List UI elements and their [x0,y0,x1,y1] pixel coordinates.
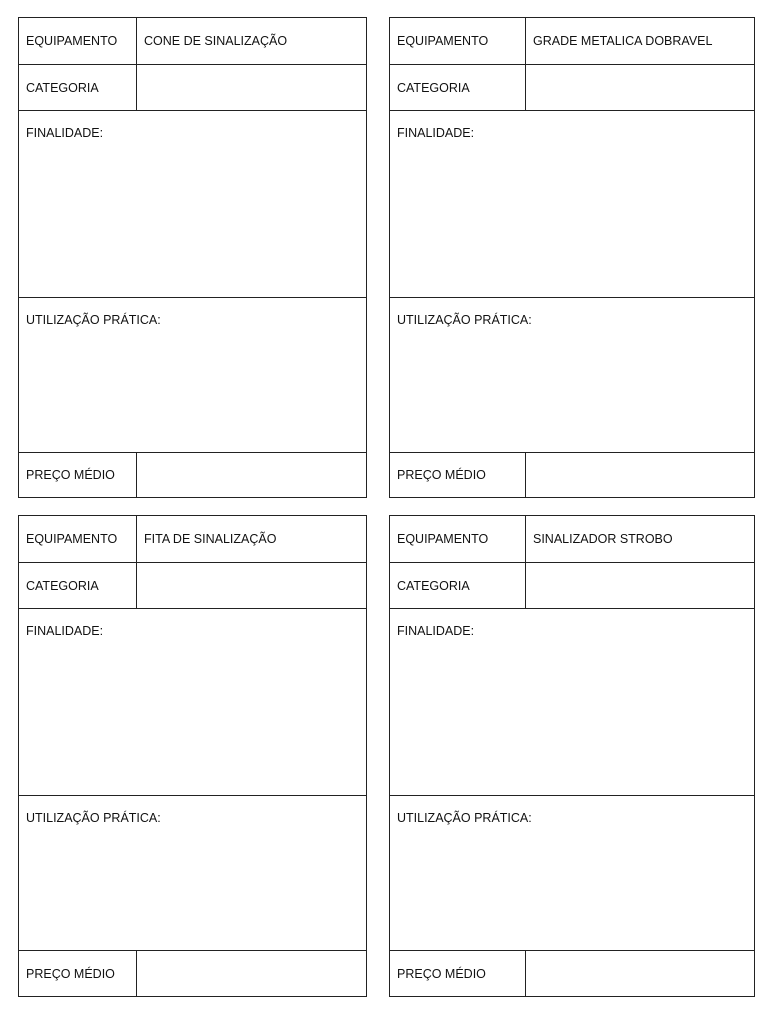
equipamento-value: CONE DE SINALIZAÇÃO [137,18,366,65]
categoria-label: CATEGORIA [19,563,137,609]
utilizacao-pratica-field: UTILIZAÇÃO PRÁTICA: [19,796,366,951]
equipamento-label: EQUIPAMENTO [19,18,137,65]
preco-medio-value [526,951,754,996]
preco-medio-value [137,453,366,497]
equipamento-value: SINALIZADOR STROBO [526,516,754,563]
categoria-label: CATEGORIA [390,65,526,111]
equipamento-value: GRADE METALICA DOBRAVEL [526,18,754,65]
equipamento-label: EQUIPAMENTO [19,516,137,563]
preco-medio-label: PREÇO MÉDIO [19,453,137,497]
preco-medio-label: PREÇO MÉDIO [390,951,526,996]
equipment-card-4 [389,515,755,997]
equipment-card-3 [18,515,367,997]
categoria-label: CATEGORIA [390,563,526,609]
equipamento-value: FITA DE SINALIZAÇÃO [137,516,366,563]
categoria-label: CATEGORIA [19,65,137,111]
categoria-value [137,65,366,111]
finalidade-field: FINALIDADE: [390,111,754,298]
preco-medio-label: PREÇO MÉDIO [19,951,137,996]
finalidade-field: FINALIDADE: [390,609,754,796]
categoria-value [137,563,366,609]
categoria-value [526,65,754,111]
utilizacao-pratica-field: UTILIZAÇÃO PRÁTICA: [19,298,366,453]
equipment-card-2 [389,17,755,498]
utilizacao-pratica-field: UTILIZAÇÃO PRÁTICA: [390,298,754,453]
equipamento-label: EQUIPAMENTO [390,516,526,563]
finalidade-field: FINALIDADE: [19,609,366,796]
preco-medio-value [137,951,366,996]
preco-medio-value [526,453,754,497]
utilizacao-pratica-field: UTILIZAÇÃO PRÁTICA: [390,796,754,951]
equipment-card-1 [18,17,367,498]
preco-medio-label: PREÇO MÉDIO [390,453,526,497]
equipamento-label: EQUIPAMENTO [390,18,526,65]
categoria-value [526,563,754,609]
finalidade-field: FINALIDADE: [19,111,366,298]
